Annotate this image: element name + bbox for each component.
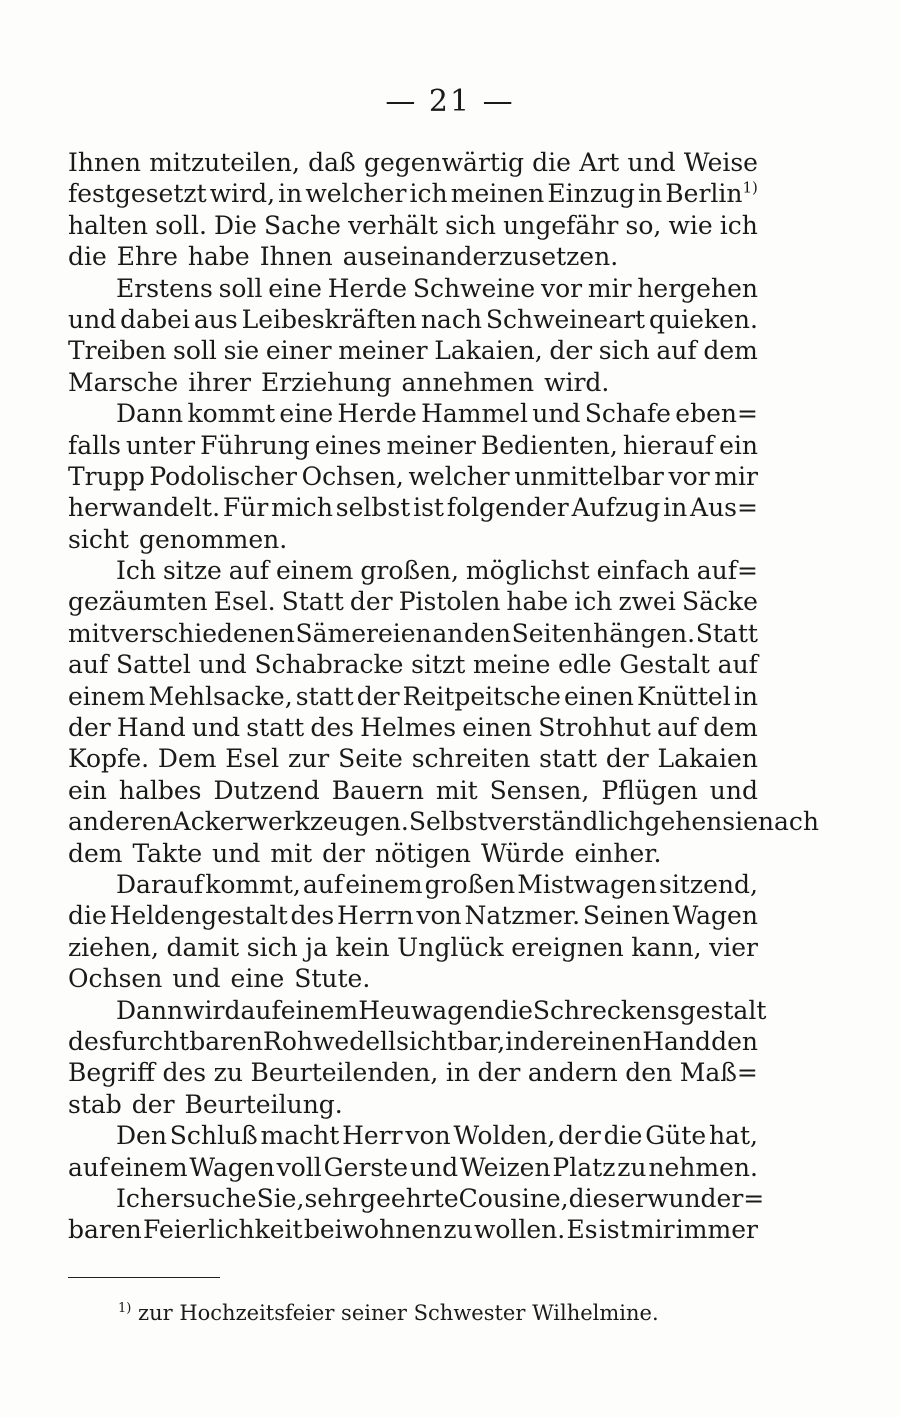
text-line: einem Mehlsacke, statt der Reitpeitsche einen Knüttel in — [68, 681, 758, 711]
text-line: die Ehre habe Ihnen auseinanderzusetzen. — [68, 242, 619, 272]
text-line: auf einem Wagen voll Gerste und Weizen Platz zu nehmen. — [68, 1152, 758, 1182]
text-line: die Heldengestalt des Herrn von Natzmer. Seinen Wagen — [68, 901, 758, 931]
text-line: und dabei aus Leibeskräften nach Schweineart quieken. — [68, 304, 758, 334]
text-line: festgesetzt wird, in welcher ich meinen Einzug in Berlin$^{1)}$ — [68, 179, 758, 209]
text-line: baren Feierlichkeit beiwohnen zu wollen. Es ist mir immer — [68, 1215, 758, 1245]
text-line: Ich ersuche Sie, sehr geehrte Cousine, dieser wunder= — [116, 1183, 765, 1213]
text-line: dem Takte und mit der nötigen Würde einher. — [68, 838, 662, 868]
text-line: herwandelt. Für mich selbst ist folgender Aufzug in Aus= — [68, 493, 758, 523]
text-line: Den Schluß macht Herr von Wolden, der die Güte hat, — [116, 1121, 758, 1151]
text-line: Trupp Podolischer Ochsen, welcher unmittelbar vor mir — [68, 461, 758, 491]
text-line: Kopfe. Dem Esel zur Seite schreiten statt der Lakaien — [68, 744, 758, 774]
text-line: gezäumten Esel. Statt der Pistolen habe ich zwei Säcke — [68, 587, 758, 617]
page-number: — 21 — — [385, 84, 515, 119]
text-line: Ich sitze auf einem großen, möglichst einfach auf= — [116, 556, 758, 586]
text-line: des furchtbaren Rohwedell sichtbar, in der einen Hand den — [68, 1026, 758, 1056]
text-line: Treiben soll sie einer meiner Lakaien, der sich auf dem — [68, 336, 758, 366]
text-line: Marsche ihrer Erziehung annehmen wird. — [68, 367, 610, 397]
text-line: anderen Ackerwerkzeugen. Selbstverständlich gehen sie nach — [68, 807, 820, 837]
text-line: sicht genommen. — [68, 524, 288, 554]
footnote — [118, 1300, 659, 1326]
body-text — [68, 147, 820, 1246]
text-line: Dann kommt eine Herde Hammel und Schafe eben= — [116, 399, 758, 429]
text-line: auf Sattel und Schabracke sitzt meine edle Gestalt auf — [68, 650, 758, 680]
footnote-text: zur Hochzeitsfeier seiner Schwester Wilhelmine. — [138, 1301, 659, 1325]
text-line: Dann wird auf einem Heuwagen die Schreckensgestalt — [116, 995, 767, 1025]
text-line: mit verschiedenen Sämereien an den Seiten hängen. Statt — [68, 618, 758, 648]
text-line: Erstens soll eine Herde Schweine vor mir hergehen — [116, 273, 758, 303]
text-line: falls unter Führung eines meiner Bedienten, hierauf ein — [68, 430, 758, 460]
text-line: ziehen, damit sich ja kein Unglück ereignen kann, vier — [68, 932, 758, 962]
text-line: der Hand und statt des Helmes einen Strohhut auf dem — [68, 713, 758, 743]
text-line: ein halbes Dutzend Bauern mit Sensen, Pflügen und — [68, 775, 758, 805]
text-line: Darauf kommt, auf einem großen Mistwagen sitzend, — [116, 869, 758, 899]
text-line: stab der Beurteilung. — [68, 1089, 343, 1119]
footnote-marker: 1) — [118, 1301, 132, 1316]
text-line: Ochsen und eine Stute. — [68, 964, 371, 994]
text-line: Ihnen mitzuteilen, daß gegenwärtig die Art und Weise — [68, 148, 758, 177]
text-line: Begriff des zu Beurteilenden, in der andern den Maß= — [68, 1058, 758, 1088]
text-line: halten soll. Die Sache verhält sich ungefähr so, wie ich — [68, 210, 758, 240]
footnote-divider — [68, 1277, 220, 1278]
